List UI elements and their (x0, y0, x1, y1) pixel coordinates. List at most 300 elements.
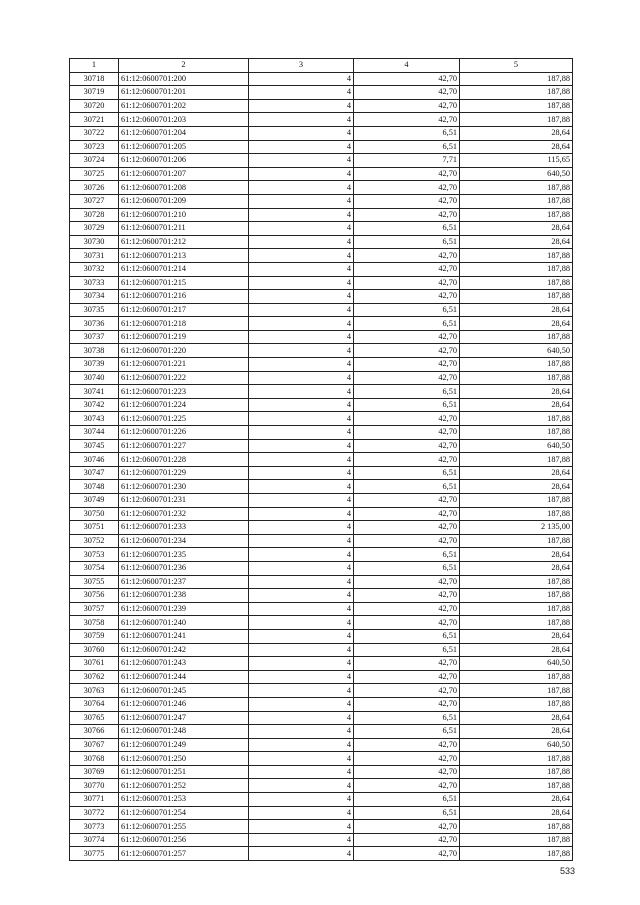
table-cell-col3: 4 (249, 426, 354, 440)
table-cell-col3: 4 (249, 262, 354, 276)
table-cell-col2: 61:12:0600701:226 (119, 426, 249, 440)
table-cell-col1: 30740 (70, 371, 119, 385)
table-cell-col2: 61:12:0600701:246 (119, 697, 249, 711)
table-cell-col1: 30735 (70, 303, 119, 317)
table-cell-col5: 28,64 (460, 548, 573, 562)
table-cell-col5: 28,64 (460, 643, 573, 657)
table-cell-col1: 30730 (70, 235, 119, 249)
table-cell-col2: 61:12:0600701:223 (119, 385, 249, 399)
table-cell-col5: 28,64 (460, 466, 573, 480)
table-cell-col5: 187,88 (460, 371, 573, 385)
table-row (70, 657, 573, 671)
table-cell-col2: 61:12:0600701:210 (119, 208, 249, 222)
table-cell-col5: 187,88 (460, 616, 573, 630)
table-cell-col4: 42,70 (354, 276, 460, 290)
table-cell-col3: 4 (249, 222, 354, 236)
table-cell-col3: 4 (249, 507, 354, 521)
table-cell-col1: 30771 (70, 793, 119, 807)
column-header-2: 2 (119, 59, 249, 73)
table-cell-col5: 640,50 (460, 657, 573, 671)
table-cell-col4: 42,70 (354, 738, 460, 752)
table-cell-col5: 187,88 (460, 494, 573, 508)
table-cell-col3: 4 (249, 602, 354, 616)
table-cell-col4: 42,70 (354, 249, 460, 263)
table-cell-col5: 28,64 (460, 398, 573, 412)
table-cell-col2: 61:12:0600701:225 (119, 412, 249, 426)
table-cell-col5: 187,88 (460, 358, 573, 372)
table-cell-col3: 4 (249, 697, 354, 711)
table-cell-col4: 42,70 (354, 113, 460, 127)
table-cell-col2: 61:12:0600701:243 (119, 657, 249, 671)
table-cell-col1: 30744 (70, 426, 119, 440)
table-cell-col5: 187,88 (460, 507, 573, 521)
table-cell-col2: 61:12:0600701:229 (119, 466, 249, 480)
table-cell-col1: 30743 (70, 412, 119, 426)
table-cell-col2: 61:12:0600701:222 (119, 371, 249, 385)
table-cell-col2: 61:12:0600701:201 (119, 86, 249, 100)
table-cell-col4: 42,70 (354, 358, 460, 372)
table-cell-col5: 187,88 (460, 820, 573, 834)
table-cell-col1: 30725 (70, 167, 119, 181)
table-cell-col5: 187,88 (460, 453, 573, 467)
table-cell-col5: 28,64 (460, 793, 573, 807)
table-cell-col1: 30718 (70, 72, 119, 86)
table-cell-col4: 42,70 (354, 99, 460, 113)
table-cell-col3: 4 (249, 521, 354, 535)
table-cell-col5: 28,64 (460, 385, 573, 399)
table-cell-col1: 30761 (70, 657, 119, 671)
table-cell-col2: 61:12:0600701:237 (119, 575, 249, 589)
table-cell-col1: 30755 (70, 575, 119, 589)
table-cell-col2: 61:12:0600701:239 (119, 602, 249, 616)
table-row (70, 589, 573, 603)
table-cell-col4: 42,70 (354, 344, 460, 358)
table-cell-col4: 42,70 (354, 371, 460, 385)
table-cell-col4: 42,70 (354, 752, 460, 766)
table-cell-col3: 4 (249, 711, 354, 725)
column-header-3: 3 (249, 59, 354, 73)
table-cell-col4: 42,70 (354, 194, 460, 208)
table-cell-col3: 4 (249, 371, 354, 385)
table-cell-col2: 61:12:0600701:247 (119, 711, 249, 725)
table-cell-col4: 6,51 (354, 385, 460, 399)
table-cell-col3: 4 (249, 806, 354, 820)
table-cell-col3: 4 (249, 72, 354, 86)
table-cell-col2: 61:12:0600701:205 (119, 140, 249, 154)
table-cell-col1: 30739 (70, 358, 119, 372)
table-cell-col1: 30770 (70, 779, 119, 793)
table-cell-col2: 61:12:0600701:208 (119, 181, 249, 195)
table-cell-col5: 28,64 (460, 303, 573, 317)
table-cell-col5: 640,50 (460, 344, 573, 358)
table-cell-col2: 61:12:0600701:252 (119, 779, 249, 793)
table-cell-col2: 61:12:0600701:212 (119, 235, 249, 249)
table-cell-col2: 61:12:0600701:206 (119, 154, 249, 168)
table-cell-col5: 28,64 (460, 140, 573, 154)
column-header-4: 4 (354, 59, 460, 73)
table-cell-col3: 4 (249, 398, 354, 412)
table-cell-col5: 28,64 (460, 480, 573, 494)
table-cell-col3: 4 (249, 154, 354, 168)
table-cell-col3: 4 (249, 466, 354, 480)
table-cell-col1: 30772 (70, 806, 119, 820)
table-cell-col3: 4 (249, 208, 354, 222)
table-cell-col5: 28,64 (460, 561, 573, 575)
table-cell-col3: 4 (249, 548, 354, 562)
table-cell-col3: 4 (249, 738, 354, 752)
table-row (70, 548, 573, 562)
table-row (70, 371, 573, 385)
table-cell-col2: 61:12:0600701:211 (119, 222, 249, 236)
table-row (70, 72, 573, 86)
table-cell-col3: 4 (249, 725, 354, 739)
table-row (70, 385, 573, 399)
table-cell-col2: 61:12:0600701:220 (119, 344, 249, 358)
table-row (70, 561, 573, 575)
table-cell-col4: 42,70 (354, 412, 460, 426)
table-cell-col5: 187,88 (460, 262, 573, 276)
table-cell-col2: 61:12:0600701:207 (119, 167, 249, 181)
table-cell-col5: 187,88 (460, 697, 573, 711)
table-cell-col3: 4 (249, 453, 354, 467)
table-cell-col3: 4 (249, 793, 354, 807)
table-cell-col4: 6,51 (354, 643, 460, 657)
table-cell-col3: 4 (249, 561, 354, 575)
table-cell-col2: 61:12:0600701:202 (119, 99, 249, 113)
table-cell-col5: 28,64 (460, 629, 573, 643)
table-cell-col4: 42,70 (354, 426, 460, 440)
table-cell-col4: 6,51 (354, 140, 460, 154)
table-cell-col1: 30760 (70, 643, 119, 657)
table-cell-col3: 4 (249, 629, 354, 643)
table-row (70, 358, 573, 372)
table-cell-col4: 6,51 (354, 126, 460, 140)
table-cell-col1: 30734 (70, 290, 119, 304)
table-cell-col4: 6,51 (354, 398, 460, 412)
table-cell-col5: 28,64 (460, 126, 573, 140)
table-row (70, 833, 573, 847)
table-row (70, 820, 573, 834)
table-cell-col3: 4 (249, 439, 354, 453)
table-cell-col1: 30729 (70, 222, 119, 236)
table-cell-col4: 6,51 (354, 793, 460, 807)
table-cell-col2: 61:12:0600701:255 (119, 820, 249, 834)
table-cell-col1: 30741 (70, 385, 119, 399)
table-cell-col5: 187,88 (460, 602, 573, 616)
table-row (70, 453, 573, 467)
page-number: 533 (560, 866, 576, 876)
table-cell-col4: 42,70 (354, 684, 460, 698)
table-cell-col5: 640,50 (460, 738, 573, 752)
table-cell-col2: 61:12:0600701:242 (119, 643, 249, 657)
table-cell-col5: 187,88 (460, 412, 573, 426)
table-cell-col4: 42,70 (354, 167, 460, 181)
table-cell-col2: 61:12:0600701:219 (119, 330, 249, 344)
table-cell-col1: 30720 (70, 99, 119, 113)
table-cell-col1: 30767 (70, 738, 119, 752)
table-cell-col5: 187,88 (460, 194, 573, 208)
column-header-1: 1 (70, 59, 119, 73)
table-cell-col1: 30757 (70, 602, 119, 616)
table-cell-col2: 61:12:0600701:217 (119, 303, 249, 317)
table-cell-col2: 61:12:0600701:215 (119, 276, 249, 290)
table-row (70, 426, 573, 440)
table-cell-col3: 4 (249, 657, 354, 671)
table-cell-col5: 187,88 (460, 765, 573, 779)
table-cell-col4: 6,51 (354, 222, 460, 236)
table-cell-col4: 42,70 (354, 779, 460, 793)
table-row (70, 412, 573, 426)
table-cell-col4: 42,70 (354, 439, 460, 453)
table-cell-col4: 42,70 (354, 602, 460, 616)
table-cell-col2: 61:12:0600701:238 (119, 589, 249, 603)
table-cell-col3: 4 (249, 194, 354, 208)
table-row (70, 602, 573, 616)
table-cell-col2: 61:12:0600701:241 (119, 629, 249, 643)
table-cell-col1: 30732 (70, 262, 119, 276)
table-cell-col3: 4 (249, 358, 354, 372)
table-cell-col1: 30759 (70, 629, 119, 643)
table-cell-col3: 4 (249, 643, 354, 657)
table-cell-col2: 61:12:0600701:224 (119, 398, 249, 412)
table-row (70, 847, 573, 861)
table-cell-col4: 42,70 (354, 262, 460, 276)
table-cell-col5: 187,88 (460, 833, 573, 847)
table-cell-col1: 30751 (70, 521, 119, 535)
table-cell-col5: 187,88 (460, 779, 573, 793)
table-cell-col3: 4 (249, 181, 354, 195)
table-cell-col3: 4 (249, 616, 354, 630)
table-cell-col3: 4 (249, 480, 354, 494)
table-cell-col2: 61:12:0600701:200 (119, 72, 249, 86)
table-row (70, 643, 573, 657)
table-cell-col1: 30756 (70, 589, 119, 603)
table-cell-col1: 30747 (70, 466, 119, 480)
table-cell-col2: 61:12:0600701:250 (119, 752, 249, 766)
table-cell-col4: 42,70 (354, 616, 460, 630)
table-cell-col4: 42,70 (354, 290, 460, 304)
table-cell-col2: 61:12:0600701:231 (119, 494, 249, 508)
table-row (70, 806, 573, 820)
table-cell-col3: 4 (249, 820, 354, 834)
table-cell-col2: 61:12:0600701:233 (119, 521, 249, 535)
table-cell-col4: 6,51 (354, 561, 460, 575)
table-cell-col2: 61:12:0600701:254 (119, 806, 249, 820)
table-row (70, 711, 573, 725)
table-cell-col2: 61:12:0600701:218 (119, 317, 249, 331)
table-cell-col5: 187,88 (460, 249, 573, 263)
table-cell-col3: 4 (249, 534, 354, 548)
table-row (70, 235, 573, 249)
table-cell-col1: 30753 (70, 548, 119, 562)
table-cell-col3: 4 (249, 290, 354, 304)
table-cell-col2: 61:12:0600701:221 (119, 358, 249, 372)
table-cell-col1: 30773 (70, 820, 119, 834)
table-cell-col5: 187,88 (460, 575, 573, 589)
table-cell-col3: 4 (249, 235, 354, 249)
table-cell-col2: 61:12:0600701:216 (119, 290, 249, 304)
table-cell-col3: 4 (249, 765, 354, 779)
table-cell-col1: 30721 (70, 113, 119, 127)
table-cell-col3: 4 (249, 847, 354, 861)
table-cell-col4: 6,51 (354, 725, 460, 739)
table-cell-col5: 28,64 (460, 711, 573, 725)
table-cell-col4: 42,70 (354, 575, 460, 589)
table-cell-col4: 42,70 (354, 820, 460, 834)
table-cell-col5: 28,64 (460, 806, 573, 820)
table-cell-col2: 61:12:0600701:244 (119, 670, 249, 684)
table-cell-col5: 28,64 (460, 222, 573, 236)
table-cell-col5: 115,65 (460, 154, 573, 168)
table-cell-col2: 61:12:0600701:235 (119, 548, 249, 562)
table-cell-col5: 28,64 (460, 235, 573, 249)
table-cell-col3: 4 (249, 589, 354, 603)
table-row (70, 222, 573, 236)
table-row (70, 99, 573, 113)
table-row (70, 480, 573, 494)
table-cell-col4: 6,51 (354, 466, 460, 480)
table-cell-col2: 61:12:0600701:227 (119, 439, 249, 453)
table-cell-col1: 30724 (70, 154, 119, 168)
table-row (70, 317, 573, 331)
table-cell-col3: 4 (249, 833, 354, 847)
table-cell-col5: 187,88 (460, 426, 573, 440)
table-row (70, 140, 573, 154)
table-cell-col1: 30750 (70, 507, 119, 521)
table-cell-col5: 187,88 (460, 86, 573, 100)
table-row (70, 398, 573, 412)
table-cell-col3: 4 (249, 779, 354, 793)
table-row (70, 208, 573, 222)
table-cell-col1: 30765 (70, 711, 119, 725)
table-cell-col3: 4 (249, 86, 354, 100)
table-cell-col4: 42,70 (354, 181, 460, 195)
table-cell-col5: 187,88 (460, 670, 573, 684)
table-cell-col3: 4 (249, 494, 354, 508)
table-cell-col3: 4 (249, 303, 354, 317)
table-cell-col4: 42,70 (354, 697, 460, 711)
table-cell-col4: 42,70 (354, 521, 460, 535)
table-cell-col4: 42,70 (354, 330, 460, 344)
table-cell-col1: 30745 (70, 439, 119, 453)
table-cell-col3: 4 (249, 126, 354, 140)
table-row (70, 181, 573, 195)
table-cell-col2: 61:12:0600701:213 (119, 249, 249, 263)
table-cell-col3: 4 (249, 575, 354, 589)
table-cell-col4: 6,51 (354, 303, 460, 317)
table-cell-col4: 7,71 (354, 154, 460, 168)
table-cell-col5: 187,88 (460, 72, 573, 86)
table-cell-col3: 4 (249, 317, 354, 331)
table-row (70, 684, 573, 698)
table-cell-col4: 42,70 (354, 847, 460, 861)
table-cell-col2: 61:12:0600701:257 (119, 847, 249, 861)
table-cell-col4: 42,70 (354, 657, 460, 671)
table-cell-col1: 30769 (70, 765, 119, 779)
table-cell-col5: 187,88 (460, 99, 573, 113)
table-cell-col2: 61:12:0600701:251 (119, 765, 249, 779)
table-cell-col4: 42,70 (354, 86, 460, 100)
table-cell-col5: 187,88 (460, 113, 573, 127)
table-cell-col2: 61:12:0600701:245 (119, 684, 249, 698)
table-row (70, 725, 573, 739)
table-row (70, 793, 573, 807)
header-row (70, 59, 573, 73)
table-cell-col1: 30752 (70, 534, 119, 548)
table-cell-col1: 30748 (70, 480, 119, 494)
table-row (70, 616, 573, 630)
table-cell-col2: 61:12:0600701:232 (119, 507, 249, 521)
table-cell-col1: 30763 (70, 684, 119, 698)
table-cell-col2: 61:12:0600701:256 (119, 833, 249, 847)
table-cell-col4: 42,70 (354, 534, 460, 548)
table-cell-col4: 6,51 (354, 806, 460, 820)
table-row (70, 466, 573, 480)
table-cell-col2: 61:12:0600701:236 (119, 561, 249, 575)
table-row (70, 575, 573, 589)
table-cell-col4: 42,70 (354, 833, 460, 847)
table-row (70, 494, 573, 508)
table-row (70, 344, 573, 358)
table-cell-col4: 42,70 (354, 589, 460, 603)
table-row (70, 194, 573, 208)
table-cell-col5: 187,88 (460, 684, 573, 698)
table-cell-col5: 640,50 (460, 167, 573, 181)
table-cell-col1: 30727 (70, 194, 119, 208)
table-cell-col2: 61:12:0600701:253 (119, 793, 249, 807)
table-cell-col5: 187,88 (460, 752, 573, 766)
table-cell-col1: 30766 (70, 725, 119, 739)
table-row (70, 779, 573, 793)
table-cell-col1: 30723 (70, 140, 119, 154)
table-header (70, 59, 573, 73)
table-row (70, 439, 573, 453)
table-cell-col4: 6,51 (354, 480, 460, 494)
table-row (70, 765, 573, 779)
table-cell-col4: 42,70 (354, 507, 460, 521)
table-cell-col3: 4 (249, 752, 354, 766)
table-row (70, 276, 573, 290)
table-cell-col4: 6,51 (354, 548, 460, 562)
table-cell-col2: 61:12:0600701:203 (119, 113, 249, 127)
table-cell-col1: 30733 (70, 276, 119, 290)
table-cell-col1: 30722 (70, 126, 119, 140)
table-cell-col3: 4 (249, 99, 354, 113)
table-cell-col1: 30749 (70, 494, 119, 508)
table-cell-col5: 187,88 (460, 208, 573, 222)
table-cell-col1: 30731 (70, 249, 119, 263)
table-row (70, 290, 573, 304)
table-cell-col5: 187,88 (460, 847, 573, 861)
table-cell-col2: 61:12:0600701:209 (119, 194, 249, 208)
table-row (70, 752, 573, 766)
table-row (70, 629, 573, 643)
table-cell-col2: 61:12:0600701:228 (119, 453, 249, 467)
table-row (70, 738, 573, 752)
table-cell-col3: 4 (249, 330, 354, 344)
table-cell-col3: 4 (249, 385, 354, 399)
table-cell-col4: 6,51 (354, 235, 460, 249)
table-cell-col5: 2 135,00 (460, 521, 573, 535)
table-row (70, 330, 573, 344)
table-cell-col5: 187,88 (460, 290, 573, 304)
table-cell-col1: 30728 (70, 208, 119, 222)
table-row (70, 697, 573, 711)
table-cell-col3: 4 (249, 140, 354, 154)
table-cell-col4: 42,70 (354, 453, 460, 467)
table-cell-col2: 61:12:0600701:204 (119, 126, 249, 140)
table-row (70, 126, 573, 140)
